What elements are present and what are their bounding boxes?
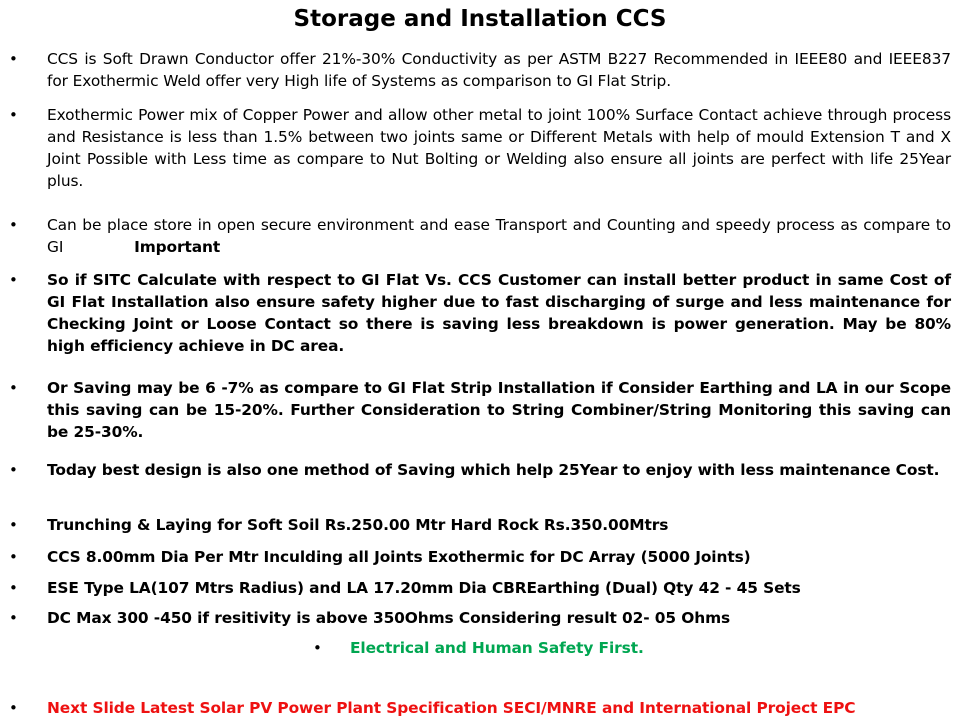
bullet-storage — [9, 214, 951, 258]
bullet-saving-percent — [9, 377, 951, 443]
bullet-dot: • — [9, 579, 18, 597]
bullet-best-design — [9, 459, 951, 481]
bullet-text: Today best design is also one method of Saving which help 25Year to enjoy with less maintenance Cost. — [47, 461, 940, 479]
slide-title: Storage and Installation CCS — [293, 6, 667, 32]
bullet-text: Or Saving may be 6 -7% as compare to GI Flat Strip Installation if Consider Earthing and LA in our Scope this saving can be 15-20%. Further Consideration to String Combiner/String Monitoring this saving can be 25-30%. — [47, 379, 951, 441]
bullet-sitc-calculation — [9, 269, 951, 357]
bullet-dot: • — [9, 548, 18, 566]
bullet-text: Can be place store in open secure environment and ease Transport and Counting and speedy process as compare to GI — [47, 216, 951, 256]
bullet-dot: • — [9, 461, 18, 479]
bullet-dot: • — [9, 379, 18, 397]
bullet-exothermic-mix — [9, 104, 951, 192]
bullet-next-slide — [9, 697, 951, 719]
bullet-dot: • — [9, 609, 18, 627]
bullet-conductivity — [9, 48, 951, 92]
bullet-text: DC Max 300 -450 if resitivity is above 350Ohms Considering result 02- 05 Ohms — [47, 609, 731, 627]
bullet-trunching-cost — [9, 514, 951, 536]
bullet-text: Next Slide Latest Solar PV Power Plant Specification SECI/MNRE and International Project EPC — [47, 699, 856, 717]
bullet-dot: • — [9, 516, 18, 534]
bullet-dot: • — [9, 271, 18, 289]
bullet-dot: • — [313, 639, 322, 657]
bullet-text: Trunching & Laying for Soft Soil Rs.250.00 Mtr Hard Rock Rs.350.00Mtrs — [47, 516, 669, 534]
bullet-ese-type-la — [9, 577, 951, 599]
bullet-dot: • — [9, 106, 18, 124]
bullet-safety-first — [313, 637, 910, 659]
bullet-text: Exothermic Power mix of Copper Power and allow other metal to joint 100% Surface Contact achieve through process and Resistance is less than 1.5% between two joints same or Different Metals with help of mould Extension T and X Joint Possible with Less time as compare to Nut Bolting or Welding also ensure all joints are perfect with life 25Year plus. — [47, 106, 951, 190]
bullet-text: CCS 8.00mm Dia Per Mtr Inculding all Joints Exothermic for DC Array (5000 Joints) — [47, 548, 751, 566]
bullet-dot: • — [9, 216, 18, 234]
important-label: Important — [134, 238, 221, 256]
bullet-dot: • — [9, 50, 18, 68]
bullet-dot: • — [9, 699, 18, 717]
bullet-dc-max — [9, 607, 951, 629]
bullet-text: CCS is Soft Drawn Conductor offer 21%-30% Conductivity as per ASTM B227 Recommended in IEEE80 and IEEE837 for Exothermic Weld offer very High life of Systems as comparison to GI Flat Strip. — [47, 50, 951, 90]
bullet-text: So if SITC Calculate with respect to GI Flat Vs. CCS Customer can install better product in same Cost of GI Flat Installation also ensure safety higher due to fast discharging of surge and less maintenance for Checking Joint or Loose Contact so there is saving less breakdown is power generation. May be 80% high efficiency achieve in DC area. — [47, 271, 951, 355]
bullet-text: Electrical and Human Safety First. — [350, 639, 644, 657]
bullet-text: ESE Type LA(107 Mtrs Radius) and LA 17.20mm Dia CBREarthing (Dual) Qty 42 - 45 Sets — [47, 579, 801, 597]
bullet-ccs-dia — [9, 546, 951, 568]
